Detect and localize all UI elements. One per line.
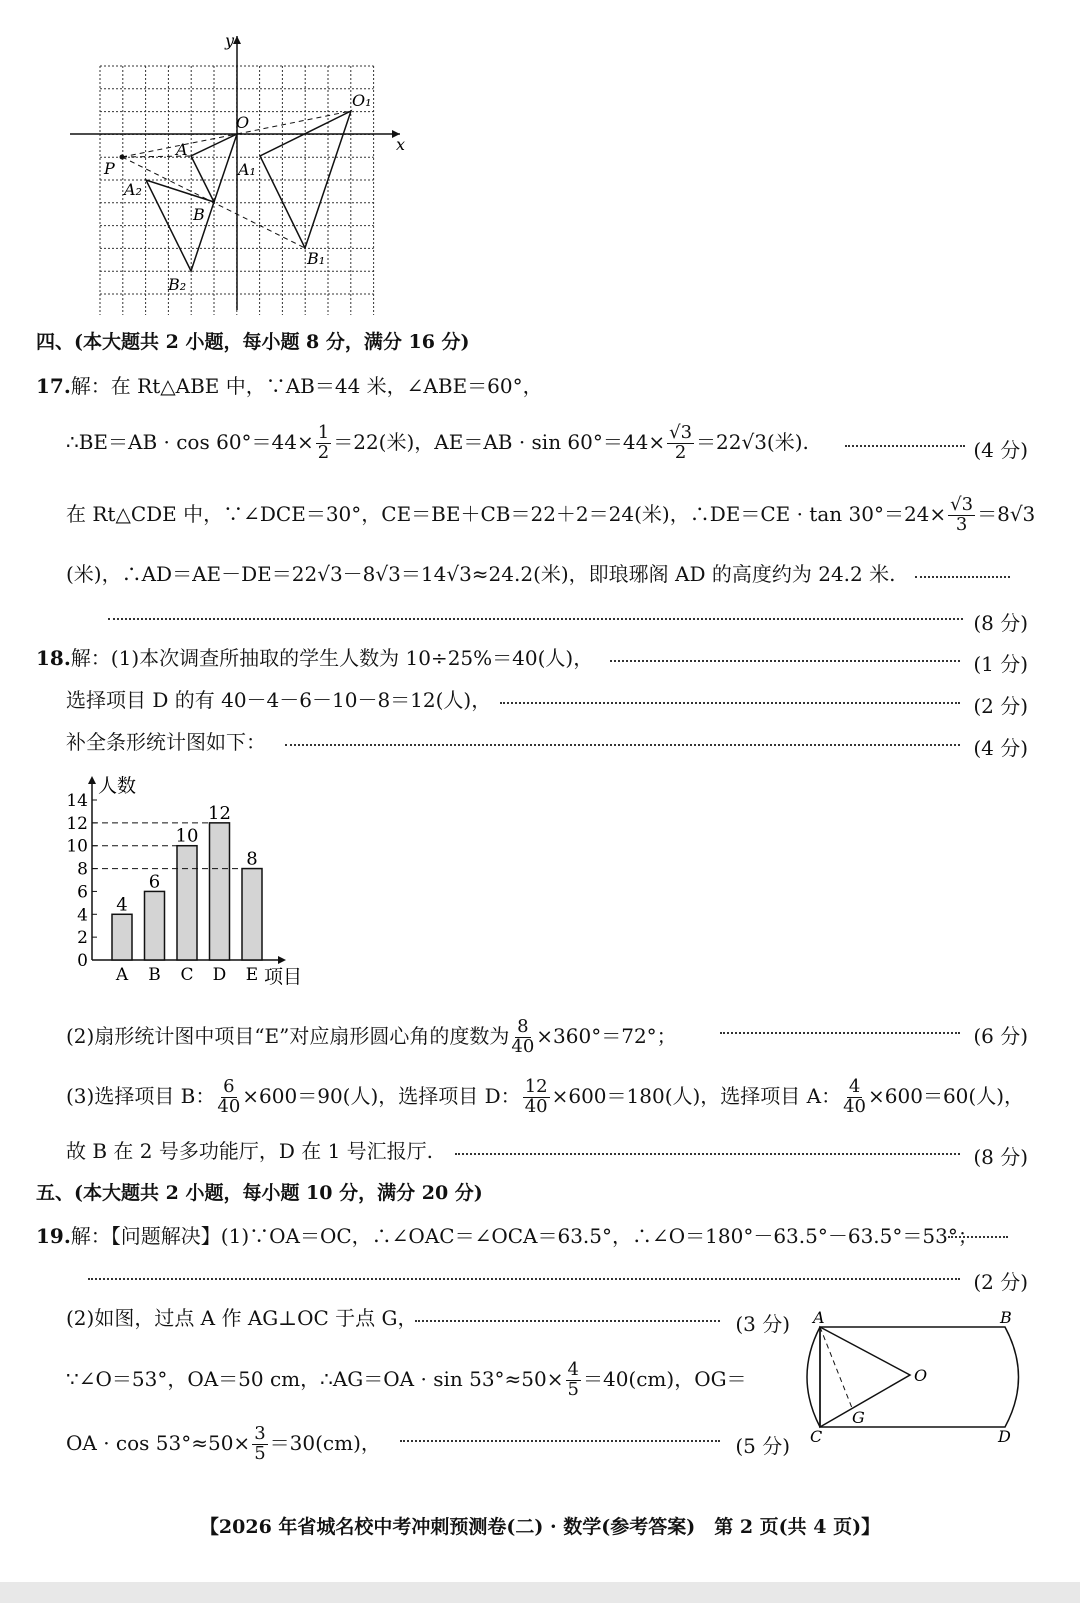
bar-value-label: 4 bbox=[116, 894, 128, 916]
label-B2: B₂ bbox=[168, 275, 187, 294]
q18-score2: (2 分) bbox=[973, 694, 1028, 718]
x-tick-label: A bbox=[115, 965, 129, 985]
q18-score1: (1 分) bbox=[973, 652, 1028, 676]
dots bbox=[415, 1320, 720, 1322]
q19-line1: 19.解：【问题解决】(1)∵OA＝OC，∴∠OAC＝∠OCA＝63.5°，∴∠O＝180°－63.5°－63.5°＝53°； bbox=[36, 1224, 978, 1248]
x-tick-label: D bbox=[212, 965, 227, 985]
q17-score1: (4 分) bbox=[973, 438, 1028, 462]
x-tick-label: C bbox=[180, 965, 194, 985]
q19-score2: (3 分) bbox=[735, 1312, 790, 1336]
label-P: P bbox=[104, 159, 115, 178]
fig-label-B: B bbox=[1000, 1308, 1012, 1327]
triangle-AOC bbox=[820, 1327, 910, 1427]
label-O1: O₁ bbox=[352, 91, 372, 110]
coordinate-figure bbox=[60, 30, 420, 315]
bar-value-label: 6 bbox=[148, 871, 161, 893]
dots bbox=[88, 1278, 960, 1280]
y-tick-label: 6 bbox=[77, 882, 88, 903]
bar-chart bbox=[60, 770, 320, 995]
q19-line4: OA · cos 53°≈50× $\frac{3}{5}$ ＝30(cm)， bbox=[66, 1423, 381, 1464]
fig-label-O: O bbox=[914, 1366, 928, 1385]
dots bbox=[500, 702, 960, 704]
fig-label-C: C bbox=[810, 1427, 823, 1445]
bar-B bbox=[145, 891, 165, 960]
bottom-strip bbox=[0, 1582, 1080, 1603]
q19-line2: (2)如图，过点 A 作 AG⊥OC 于点 G， bbox=[66, 1306, 418, 1330]
x-tick-label: E bbox=[245, 965, 259, 985]
bar-E bbox=[242, 869, 262, 960]
dots bbox=[720, 1032, 960, 1034]
q18-line3: 补全条形统计图如下： bbox=[66, 730, 266, 754]
dots bbox=[845, 445, 965, 447]
fig-label-D: D bbox=[998, 1427, 1011, 1445]
q19-figure bbox=[800, 1305, 1030, 1445]
x-axis-arrow bbox=[278, 956, 286, 964]
point-P bbox=[120, 155, 125, 160]
label-O: O bbox=[236, 113, 250, 132]
q17-line2: ∴BE＝AB · cos 60°＝44× $\frac{1}{2}$ ＝22(米)，AE＝AB · sin 60°＝44× $\frac{√3}{2}$ ＝22√3(米). bbox=[66, 422, 809, 463]
q18-score4: (6 分) bbox=[973, 1024, 1028, 1048]
y-axis-label: 人数 bbox=[98, 775, 137, 797]
segment-AG bbox=[820, 1327, 852, 1408]
dots bbox=[108, 618, 963, 620]
page-footer: 【2026 年省城名校中考冲刺预测卷(二) · 数学(参考答案) 第 2 页(共 4 页)】 bbox=[199, 1516, 881, 1538]
label-B: B bbox=[193, 205, 205, 224]
bar-D bbox=[210, 823, 230, 960]
x-tick-label: B bbox=[148, 965, 161, 985]
dashed-OO1 bbox=[237, 111, 351, 134]
q19-score4: (5 分) bbox=[735, 1434, 790, 1458]
dots bbox=[948, 1236, 1008, 1238]
y-axis-arrow bbox=[88, 776, 96, 784]
label-x: x bbox=[396, 135, 406, 154]
y-tick-label: 12 bbox=[66, 813, 88, 834]
bar-A bbox=[112, 914, 132, 960]
y-tick-label: 8 bbox=[77, 859, 88, 880]
dots bbox=[455, 1153, 960, 1155]
q18-line6: 故 B 在 2 号多功能厅，D 在 1 号汇报厅. bbox=[66, 1139, 434, 1163]
label-y: y bbox=[225, 31, 235, 50]
dots bbox=[610, 660, 960, 662]
label-A1: A₁ bbox=[238, 160, 256, 179]
q18-line2: 选择项目 D 的有 40－4－6－10－8＝12(人)， bbox=[66, 688, 492, 712]
x-axis-label: 项目 bbox=[264, 966, 303, 988]
q17-line1: 17.解：在 Rt△ABE 中，∵AB＝44 米，∠ABE＝60°， bbox=[36, 374, 543, 398]
q18-score6: (8 分) bbox=[973, 1145, 1028, 1169]
q18-line1: 18.解：(1)本次调查所抽取的学生人数为 10÷25%＝40(人)， bbox=[36, 646, 594, 670]
dots bbox=[915, 576, 1010, 578]
dots bbox=[400, 1440, 720, 1442]
q18-line5: (3)选择项目 B： $\frac{6}{40}$ ×600＝90(人)，选择项目 D： $\frac{12}{40}$ ×600＝180(人)，选择项目 A： $\frac{4}{40}$ ×600＝60(人)， bbox=[66, 1076, 1025, 1117]
q19-line3: ∵∠O＝53°，OA＝50 cm，∴AG＝OA · sin 53°≈50× $\frac{4}{5}$ ＝40(cm)，OG＝ bbox=[66, 1359, 747, 1400]
y-tick-label: 10 bbox=[66, 836, 88, 857]
bar-value-label: 8 bbox=[246, 848, 258, 870]
fig-label-G: G bbox=[852, 1408, 865, 1427]
bar-value-label: 12 bbox=[208, 802, 231, 824]
q17-line4: (米)，∴AD＝AE－DE＝22√3－8√3＝14√3≈24.2(米)，即琅琊阁 AD 的高度约为 24.2 米. bbox=[66, 562, 896, 586]
y-tick-label: 2 bbox=[77, 928, 88, 949]
label-A2: A₂ bbox=[124, 180, 142, 199]
y-axis-arrow bbox=[233, 36, 241, 44]
y-tick-label: 4 bbox=[77, 905, 88, 926]
q18-line4: (2)扇形统计图中项目“E”对应扇形圆心角的度数为 $\frac{8}{40}$ ×360°＝72°； bbox=[66, 1016, 677, 1057]
q17-num: 17. bbox=[36, 374, 71, 398]
bar-C bbox=[177, 846, 197, 960]
q19-score1: (2 分) bbox=[973, 1270, 1028, 1294]
section5-title: 五、(本大题共 2 小题，每小题 10 分，满分 20 分) bbox=[36, 1182, 483, 1204]
q18-score3: (4 分) bbox=[973, 736, 1028, 760]
q17-line3: 在 Rt△CDE 中，∵∠DCE＝30°，CE＝BE＋CB＝22＋2＝24(米)，∴DE＝CE · tan 30°＝24× $\frac{√3}{3}$ ＝8√3 bbox=[66, 494, 1036, 535]
fig-label-A: A bbox=[813, 1308, 825, 1327]
bar-value-label: 10 bbox=[175, 825, 199, 847]
label-B1: B₁ bbox=[307, 249, 326, 268]
y-tick-label: 14 bbox=[66, 791, 88, 811]
dots bbox=[285, 744, 960, 746]
section4-title: 四、(本大题共 2 小题，每小题 8 分，满分 16 分) bbox=[36, 331, 470, 353]
y-tick-label: 0 bbox=[77, 951, 88, 971]
q17-score2: (8 分) bbox=[973, 611, 1028, 635]
label-A: A bbox=[176, 140, 188, 159]
table-outline bbox=[807, 1327, 1019, 1427]
